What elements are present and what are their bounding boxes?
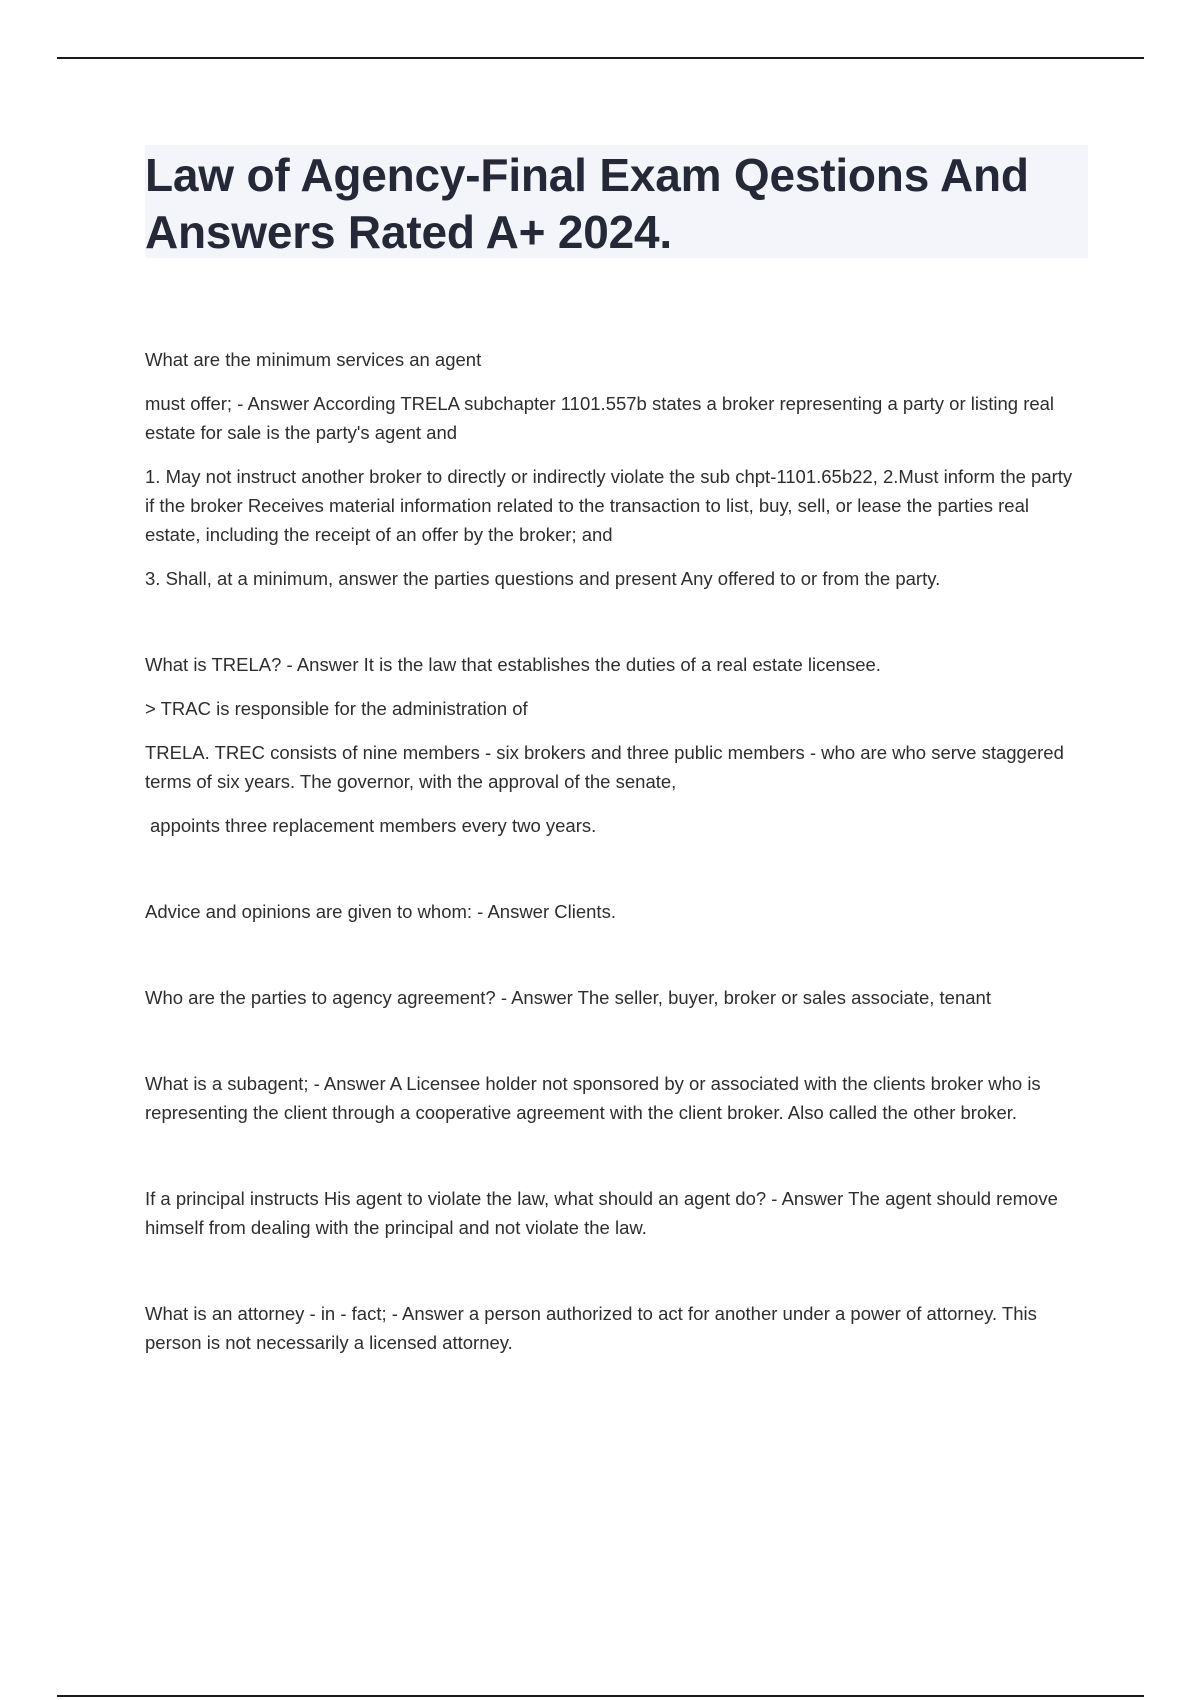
paragraph-question-1: What are the minimum services an agent xyxy=(145,349,482,370)
document-title: Law of Agency-Final Exam Qestions And Answers Rated A+ 2024. xyxy=(145,149,1029,258)
paragraph-trec-members: TRELA. TREC consists of nine members - six brokers and three public members - who are who serve staggered terms of six years. The governor, with the approval of the senate, xyxy=(145,742,1064,792)
top-rule xyxy=(57,57,1144,59)
paragraph-question-principal: If a principal instructs His agent to violate the law, what should an agent do? - Answer The agent should remove himself from dealing with the principal and not violate the law. xyxy=(145,1188,1058,1238)
paragraph-answer-1-item-3: 3. Shall, at a minimum, answer the parties questions and present Any offered to or from the party. xyxy=(145,568,941,589)
paragraph-question-attorney: What is an attorney - in - fact; - Answer a person authorized to act for another under a power of attorney. This person is not necessarily a licensed attorney. xyxy=(145,1303,1037,1353)
bottom-rule xyxy=(57,1695,1144,1697)
paragraph-question-parties: Who are the parties to agency agreement? - Answer The seller, buyer, broker or sales associate, tenant xyxy=(145,987,991,1008)
document-body xyxy=(145,345,1085,1357)
paragraph-replacement-members: appoints three replacement members every two years. xyxy=(150,815,597,836)
title-block xyxy=(145,145,1088,258)
paragraph-question-subagent: What is a subagent; - Answer A Licensee holder not sponsored by or associated with the clients broker who is representing the client through a cooperative agreement with the client broker. Also called the other broker. xyxy=(145,1073,1041,1123)
paragraph-question-advice: Advice and opinions are given to whom: - Answer Clients. xyxy=(145,901,616,922)
paragraph-trac: > TRAC is responsible for the administration of xyxy=(145,698,528,719)
paragraph-answer-1-item-1-2: 1. May not instruct another broker to directly or indirectly violate the sub chpt-1101.65b22, 2.Must inform the party if the broker Receives material information related to the transaction to list, buy, sell, or lease the parties real estate, including the receipt of an offer by the broker; and xyxy=(145,466,1073,545)
paragraph-question-trela: What is TRELA? - Answer It is the law that establishes the duties of a real estate licensee. xyxy=(145,654,881,675)
paragraph-answer-1: must offer; - Answer According TRELA subchapter 1101.557b states a broker representing a party or listing real estate for sale is the party's agent and xyxy=(145,393,1055,443)
